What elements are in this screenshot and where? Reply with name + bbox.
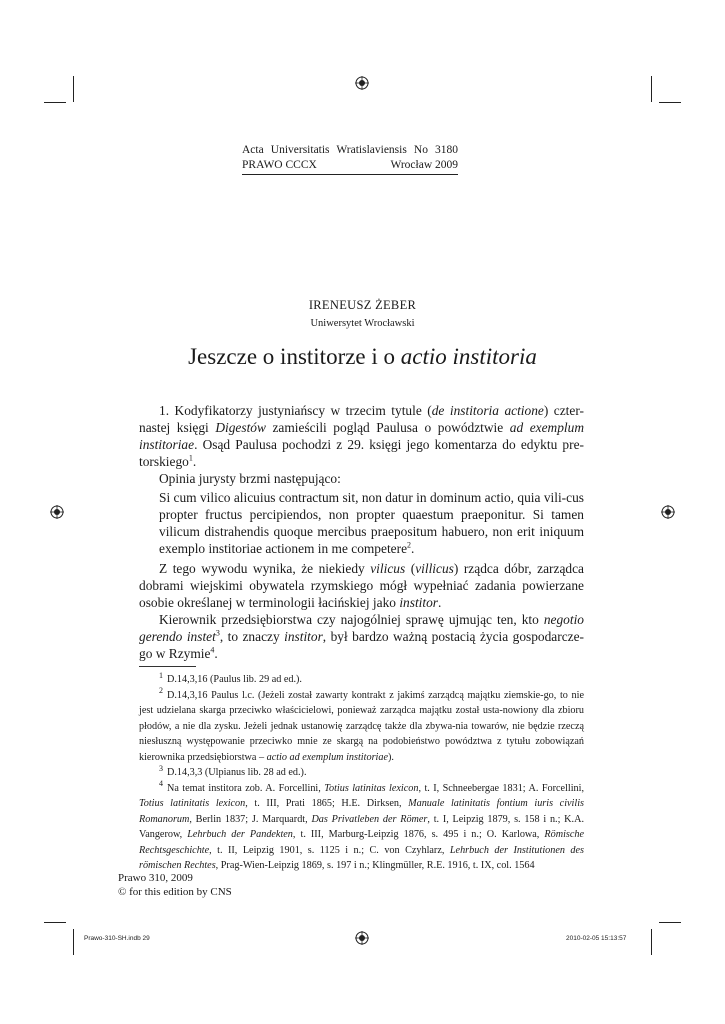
crop-mark-bottom-right-v <box>651 929 652 955</box>
registration-mark-icon <box>355 931 369 945</box>
text: . <box>214 646 218 661</box>
registration-mark-icon <box>661 505 675 519</box>
footnote-1 <box>139 672 584 688</box>
text-italic: de institoria actione <box>431 403 544 418</box>
footnote-2 <box>139 688 584 766</box>
journal-series: PRAWO CCCX <box>242 159 317 171</box>
text: ) rządca dóbr, zarządca dobrami wiejskimi obywatela rzymskiego mógł wypełniać zadania powierzane osobie określanej w terminologii łacińskiej jako <box>139 561 584 610</box>
footnote-text: , Prag-Wien-Leipzig 1869, s. 197 i n.; Klingmüller, R.E. 1916, t. IX, col. 1564 <box>215 860 535 871</box>
crop-mark-bottom-left-v <box>73 929 74 955</box>
footnote-text: Na temat institora zob. A. Forcellini, <box>167 782 325 794</box>
imprint-line: Prawo 310, 2009 <box>118 872 193 884</box>
imprint <box>118 871 232 899</box>
text-italic: Digestów <box>215 420 266 435</box>
footnote-text-italic: Totius latinitas lexicon <box>324 782 419 794</box>
footnote-ref[interactable]: 3 <box>215 628 220 638</box>
latin-quote <box>159 489 584 557</box>
crop-mark-bottom-right-h <box>659 922 681 923</box>
footnotes <box>139 672 584 874</box>
footnote-ref[interactable]: 4 <box>210 645 215 655</box>
crop-mark-top-left-h <box>44 102 66 103</box>
footnote-number: 2 <box>159 686 163 696</box>
text: . Osąd Paulusa pochodzi z 29. księgi jego komentarza do edyktu pre-torskiego <box>139 437 584 469</box>
footnote-text: , t. II, Leipzig 1901, s. 1125 i n.; C. von Czyhlarz, <box>209 844 450 856</box>
footnote-text-italic: Lehrbuch der Pandekten <box>187 829 293 840</box>
copyright-line: © for this edition by CNS <box>118 886 232 898</box>
text-italic: institor <box>399 595 439 610</box>
footnote-4 <box>139 781 584 874</box>
paragraph-4 <box>139 611 584 662</box>
paragraph-3 <box>139 560 584 662</box>
footnote-text: D.14,3,16 Paulus l.c. (Jeżeli został zawarty kontrakt z jakimś zarządcą majątku ziemskie-go, to nie jest udzielana skarga przeciwko właścicielowi, ponieważ zarządca majątku został usta-nowiony dla zbioru płodów, a nie dla zysku. Jeżeli jednak ustanowię zarządcę także dla zbywa-nia towarów, nie będzie rzeczą niesłuszną występowanie przeciwko mnie ze skargą na podobieństwo powództwa z tytułu zobowiązań kierownika przedsiębiorstwa – <box>139 689 584 763</box>
footnote-3 <box>139 765 584 781</box>
footnote-text: D.14,3,16 (Paulus lib. 29 ad ed.). <box>167 674 302 685</box>
slug-datetime: 2010-02-05 15:13:57 <box>566 935 627 942</box>
footnote-text-italic: Totius latinitatis lexicon <box>139 798 246 809</box>
text: ) czter-nastej księgi <box>139 403 584 435</box>
crop-mark-top-left-v <box>73 76 74 102</box>
footnote-text: , t. III, Marburg-Leipzig 1876, s. 495 i n.; O. Karlowa, <box>292 829 545 840</box>
journal-header <box>242 143 458 173</box>
footnote-text-italic: Lehrbuch der Institutionen des römischen Rechtes <box>139 844 584 871</box>
footnote-text: , t. III, Prati 1865; H.E. Dirksen, <box>245 798 409 809</box>
text-italic: institor <box>284 629 323 644</box>
author-affiliation: Uniwersytet Wrocławski <box>310 318 415 329</box>
slug-filename: Prawo-310-SH.indb 29 <box>84 935 150 942</box>
footnote-text: D.14,3,3 (Ulpianus lib. 28 ad ed.). <box>167 767 307 778</box>
footnote-number: 3 <box>159 763 163 773</box>
footnote-ref[interactable]: 2 <box>407 540 412 550</box>
author-name: IRENEUSZ ŻEBER <box>308 298 417 312</box>
footnote-ref[interactable]: 1 <box>188 453 193 463</box>
crop-mark-top-right-h <box>659 102 681 103</box>
footnote-number: 1 <box>159 670 163 680</box>
footnote-number: 4 <box>159 779 163 789</box>
footnote-text: , t. I, Schneebergae 1831; A. Forcellini, <box>418 782 585 794</box>
text-italic: ad exemplum institoriae <box>139 420 584 452</box>
article-title <box>0 344 725 370</box>
title-plain: Jeszcze o institorze i o <box>188 344 401 369</box>
text: 1. Kodyfikatorzy justyniańscy w trzecim tytule ( <box>159 403 432 418</box>
footnote-text: ). <box>387 751 394 763</box>
paragraph-1 <box>139 402 584 487</box>
journal-issue-row <box>242 158 458 173</box>
registration-mark-icon <box>50 505 64 519</box>
text: , to znaczy <box>219 629 285 644</box>
title-italic: actio institoria <box>400 344 537 369</box>
registration-mark-icon <box>355 76 369 90</box>
crop-mark-bottom-left-h <box>44 922 66 923</box>
journal-place-year: Wrocław 2009 <box>390 159 458 171</box>
text: Kierownik przedsiębiorstwa czy najogólniej sprawę ujmując ten, kto <box>159 612 544 627</box>
footnote-text-italic: actio ad exemplum institoriae <box>266 751 388 763</box>
footnote-text: , Berlin 1837; J. Marquardt, <box>189 813 312 825</box>
journal-name: Acta Universitatis Wratislaviensis No 3180 <box>242 144 458 156</box>
header-rule <box>242 174 458 175</box>
text: zamieścili pogląd Paulusa o powództwie <box>265 420 510 435</box>
text: Z tego wywodu wynika, że niekiedy <box>159 561 371 576</box>
quote-text: Si cum vilico alicuius contractum sit, non datur in dominum actio, quia vili-cus propter fructus percipiendos, non propter quaestum praeponitur. Si tamen vilicum distrahendis quoque mercibus praepositum habuero, non erit iniquum exemplo institoriae actionem in me competere <box>159 490 584 556</box>
text-italic: villicus <box>415 561 454 576</box>
footnote-separator <box>139 666 196 667</box>
paragraph-2: Opinia jurysty brzmi następująco: <box>159 471 341 486</box>
text-italic: vilicus <box>370 561 406 576</box>
text: ( <box>405 561 416 576</box>
footnote-text-italic: Manuale latinitatis fontium iuris civilis Romanorum <box>139 798 584 825</box>
text: . <box>438 595 442 610</box>
text-italic: negotio gerendo instet <box>139 612 584 644</box>
text: . <box>192 454 197 469</box>
footnote-text-italic: Das Privatleben der Römer <box>311 813 428 825</box>
crop-mark-top-right-v <box>651 76 652 102</box>
text: . <box>411 541 415 556</box>
footnote-text: , t. I, Leipzig 1879, s. 158 i n.; K.A. Vangerow, <box>139 813 584 840</box>
footnote-text-italic: Römische Rechtsgeschichte <box>139 829 584 856</box>
text: , był bardzo ważną postacią życia gospodarcze-go w Rzymie <box>139 629 585 661</box>
